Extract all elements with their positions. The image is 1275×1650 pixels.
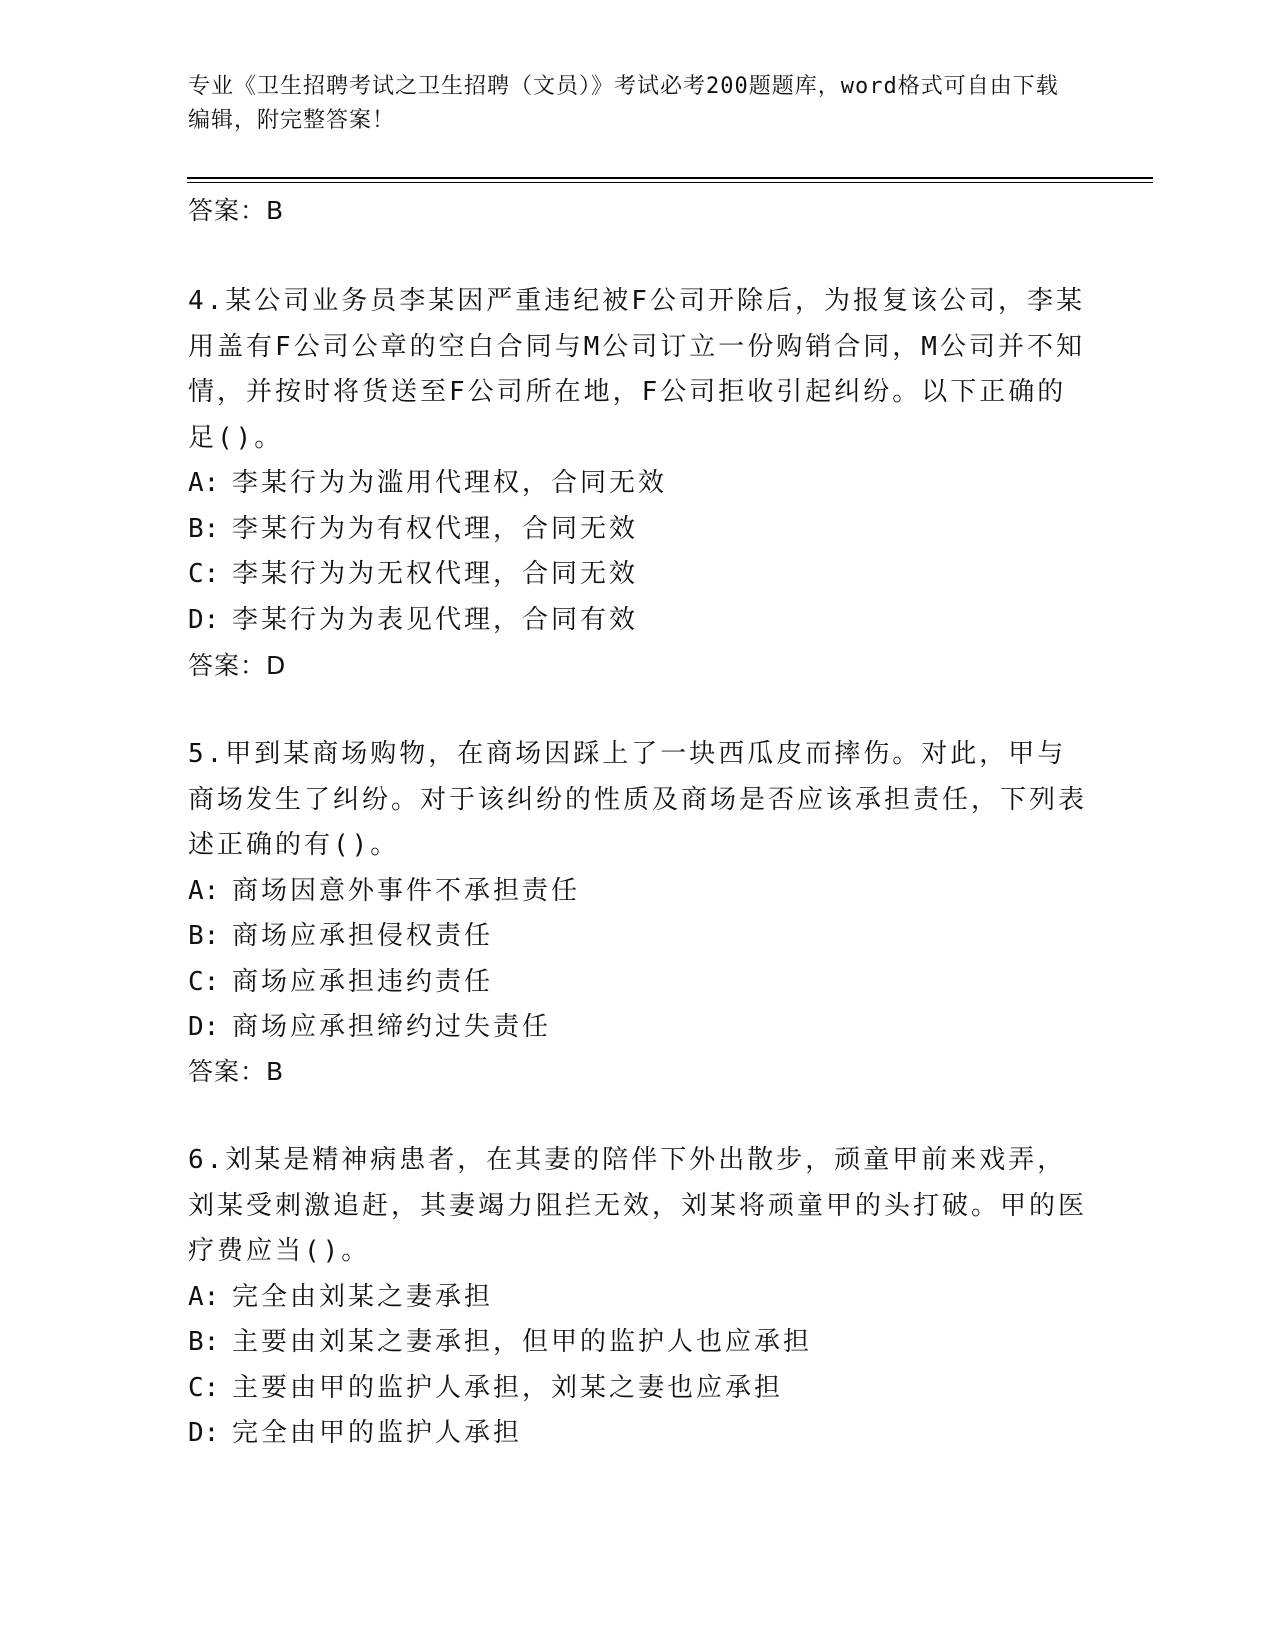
- option-c: [188, 552, 1088, 598]
- option-b: [188, 507, 1088, 553]
- question-4: [188, 279, 1088, 643]
- option-letter: C:: [188, 559, 220, 589]
- header-rule-thin: [187, 182, 1153, 183]
- question-stem: 6.刘某是精神病患者，在其妻的陪伴下外出散步，顽童甲前来戏弄，刘某受刺激追赶，其妻竭力阻拦无效，刘某将顽童甲的头打破。甲的医疗费应当()。: [188, 1145, 1088, 1266]
- option-text: 商场应承担违约责任: [232, 966, 494, 997]
- question-6: [188, 1138, 1088, 1457]
- option-letter: C:: [188, 966, 220, 997]
- option-a: [188, 869, 1088, 915]
- option-text: 商场应承担侵权责任: [232, 921, 494, 951]
- answer-value: B: [266, 196, 285, 225]
- answer-label: 答案：: [188, 1057, 267, 1086]
- option-d: [188, 1005, 1088, 1051]
- answer-label: 答案：: [188, 196, 267, 225]
- option-c: [188, 960, 1088, 1006]
- option-a: [188, 461, 1088, 507]
- option-letter: B:: [188, 513, 220, 544]
- option-letter: B:: [188, 1327, 220, 1357]
- question-stem: 4.某公司业务员李某因严重违纪被F公司开除后，为报复该公司，李某用盖有F公司公章的空白合同与M公司订立一份购销合同，M公司并不知情，并按时将货送至F公司所在地，F公司拒收引起纠纷。以下正确的足()。: [188, 286, 1085, 453]
- option-b: [188, 1320, 1088, 1366]
- option-text: 完全由甲的监护人承担: [232, 1418, 523, 1448]
- option-c: [188, 1366, 1088, 1412]
- option-text: 李某行为为滥用代理权，合同无效: [232, 468, 668, 498]
- answer-value: B: [266, 1057, 285, 1086]
- option-letter: D:: [188, 1012, 220, 1042]
- option-b: [188, 914, 1088, 960]
- option-text: 李某行为为表见代理，合同有效: [232, 604, 639, 635]
- header-text: 专业《卫生招聘考试之卫生招聘（文员）》考试必考200题题库，word格式可自由下载编辑，附完整答案！: [188, 74, 1059, 133]
- answer-line: [188, 196, 284, 226]
- header-rule-thick: [187, 177, 1153, 179]
- answer-label: 答案：: [188, 651, 267, 680]
- question-stem: 5.甲到某商场购物，在商场因踩上了一块西瓜皮而摔伤。对此，甲与商场发生了纠纷。对于该纠纷的性质及商场是否应该承担责任，下列表述正确的有()。: [188, 739, 1088, 860]
- option-d: [188, 1411, 1088, 1457]
- answer-line: [188, 1057, 284, 1087]
- option-letter: A:: [188, 1281, 220, 1312]
- option-text: 商场应承担缔约过失责任: [232, 1012, 552, 1042]
- answer-line: [188, 651, 286, 681]
- option-letter: D:: [188, 604, 220, 635]
- option-text: 主要由刘某之妻承担，但甲的监护人也应承担: [232, 1327, 813, 1357]
- option-text: 李某行为为无权代理，合同无效: [232, 559, 639, 589]
- question-5: [188, 732, 1088, 1051]
- option-text: 主要由甲的监护人承担，刘某之妻也应承担: [232, 1372, 784, 1403]
- option-d: [188, 598, 1088, 644]
- option-letter: A:: [188, 875, 220, 906]
- option-letter: B:: [188, 921, 220, 951]
- option-letter: D:: [188, 1418, 220, 1448]
- document-header: [188, 70, 1068, 138]
- option-letter: C:: [188, 1372, 220, 1403]
- option-letter: A:: [188, 468, 220, 498]
- option-text: 完全由刘某之妻承担: [232, 1281, 494, 1312]
- option-a: [188, 1275, 1088, 1321]
- option-text: 商场因意外事件不承担责任: [232, 875, 581, 906]
- answer-value: D: [266, 651, 287, 680]
- option-text: 李某行为为有权代理，合同无效: [232, 513, 639, 544]
